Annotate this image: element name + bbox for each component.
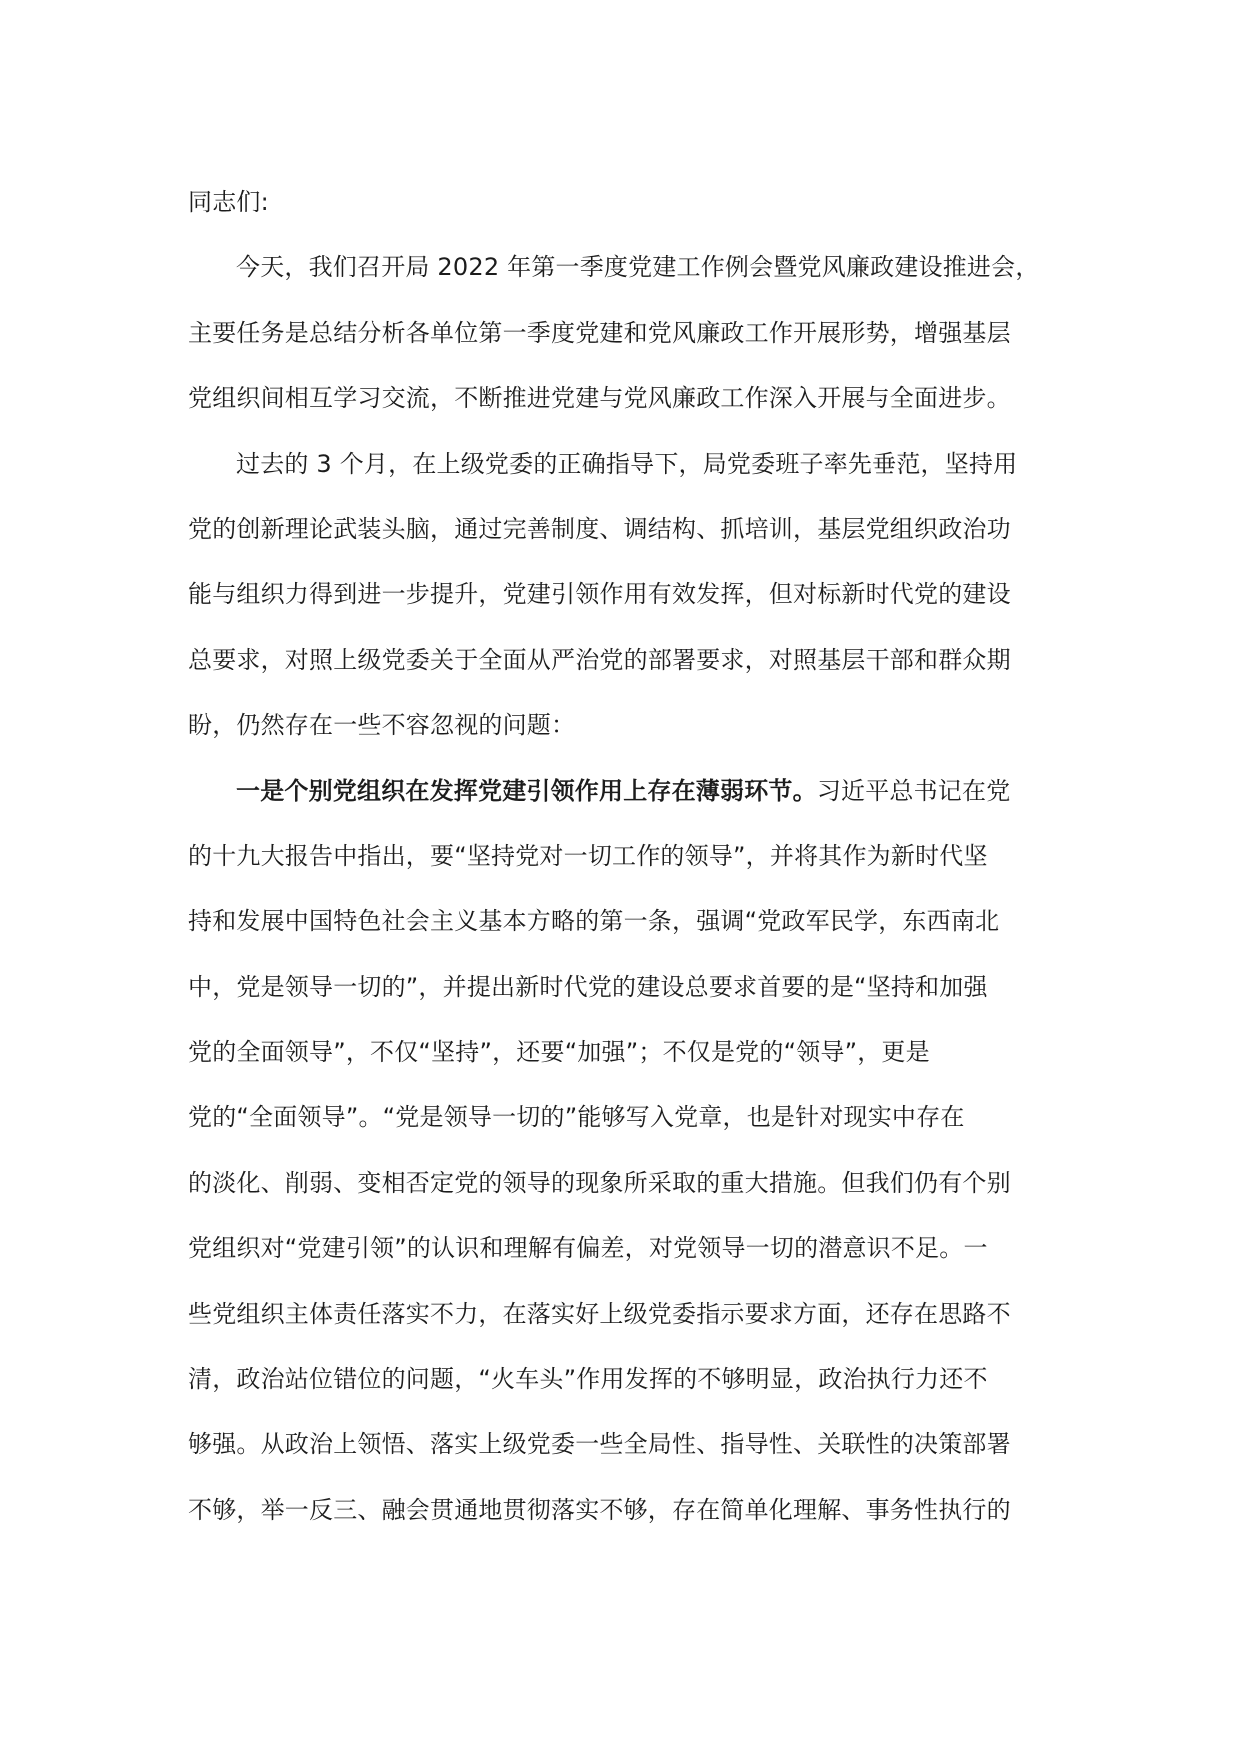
paragraph-3-line-3: 持和发展中国特色社会主义基本方略的第一条，强调“党政军民学，东西南北 xyxy=(188,907,1000,936)
paragraph-3-line-1-text: 习近平总书记在党 xyxy=(816,776,1011,805)
salutation: 同志们: xyxy=(188,188,269,216)
paragraph-2-line-2: 党的创新理论武装头脑，通过完善制度、调结构、抓培训，基层党组织政治功 xyxy=(188,514,1011,543)
heading-one: 一是个别党组织在发挥党建引领作用上存在薄弱环节。 xyxy=(236,776,817,805)
paragraph-1-line-1: 今天，我们召开局 2022 年第一季度党建工作例会暨党风廉政建设推进会， xyxy=(236,253,1040,282)
paragraph-3-line-10: 清，政治站位错位的问题，“火车头”作用发挥的不够明显，政治执行力还不 xyxy=(188,1365,988,1394)
paragraph-1-line-2: 主要任务是总结分析各单位第一季度党建和党风廉政工作开展形势，增强基层 xyxy=(188,318,1011,347)
paragraph-1-line-3: 党组织间相互学习交流，不断推进党建与党风廉政工作深入开展与全面进步。 xyxy=(188,384,1011,413)
paragraph-3-line-11: 够强。从政治上领悟、落实上级党委一些全局性、指导性、关联性的决策部署 xyxy=(188,1430,1011,1459)
paragraph-3-line-4: 中，党是领导一切的”，并提出新时代党的建设总要求首要的是“坚持和加强 xyxy=(188,972,988,1001)
paragraph-2-line-4: 总要求，对照上级党委关于全面从严治党的部署要求，对照基层干部和群众期 xyxy=(188,645,1011,674)
paragraph-2-line-1: 过去的 3 个月，在上级党委的正确指导下，局党委班子率先垂范，坚持用 xyxy=(236,449,1018,478)
paragraph-2-line-5: 盼，仍然存在一些不容忽视的问题： xyxy=(188,711,576,740)
paragraph-3-line-5: 党的全面领导”，不仅“坚持”，还要“加强”；不仅是党的“领导”，更是 xyxy=(188,1038,930,1067)
paragraph-3-line-6: 党的“全面领导”。“党是领导一切的”能够写入党章，也是针对现实中存在 xyxy=(188,1103,965,1132)
document-body xyxy=(188,170,1052,1543)
paragraph-3-line-9: 些党组织主体责任落实不力，在落实好上级党委指示要求方面，还存在思路不 xyxy=(188,1299,1011,1328)
paragraph-3-line-8: 党组织对“党建引领”的认识和理解有偏差，对党领导一切的潜意识不足。一 xyxy=(188,1234,988,1263)
paragraph-3-line-7: 的淡化、削弱、变相否定党的领导的现象所采取的重大措施。但我们仍有个别 xyxy=(188,1168,1011,1197)
paragraph-3-line-12: 不够，举一反三、融会贯通地贯彻落实不够，存在简单化理解、事务性执行的 xyxy=(188,1495,1011,1524)
paragraph-3-line-2: 的十九大报告中指出，要“坚持党对一切工作的领导”，并将其作为新时代坚 xyxy=(188,841,988,870)
paragraph-2-line-3: 能与组织力得到进一步提升，党建引领作用有效发挥，但对标新时代党的建设 xyxy=(188,580,1011,609)
paragraph-3-line-1 xyxy=(188,759,1052,824)
